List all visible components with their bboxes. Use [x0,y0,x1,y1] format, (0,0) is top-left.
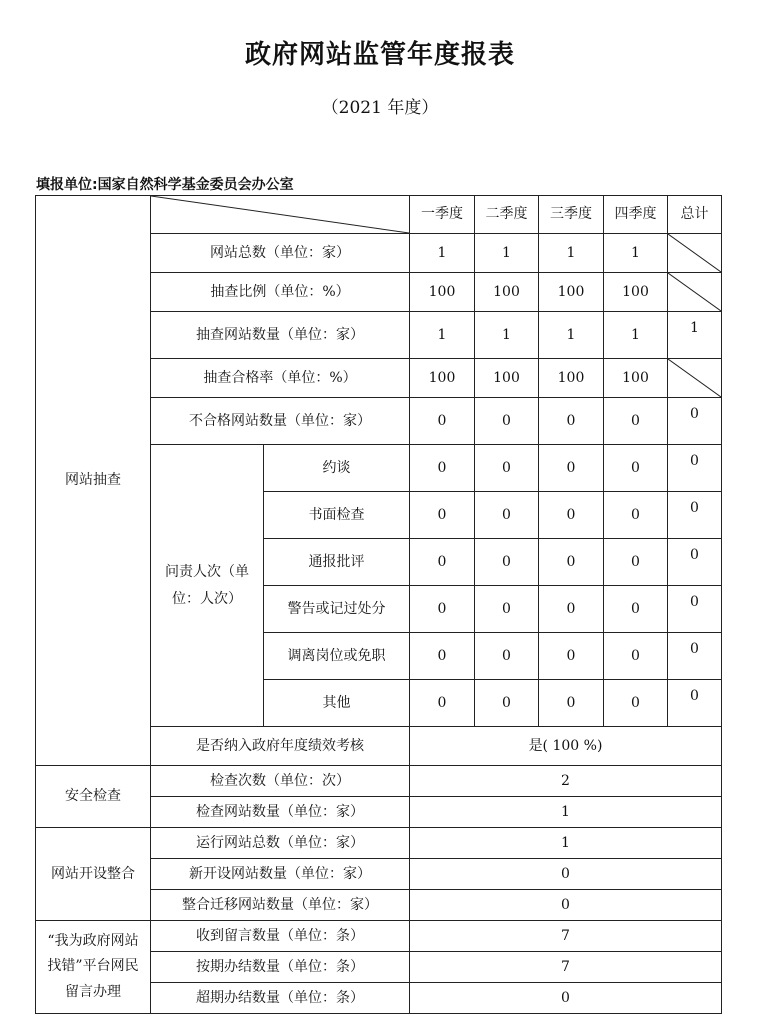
cell-q1: 0 [410,586,475,633]
cell-q1: 0 [410,398,475,445]
cell-total-empty [668,359,722,398]
cell-q1: 0 [410,633,475,680]
cell-q4: 1 [604,234,668,273]
cell-q3: 0 [539,398,604,445]
cell-value: 7 [410,952,722,983]
section-accountability: 问责人次（单位：人次） [151,445,264,727]
cell-q4: 0 [604,398,668,445]
cell-q2: 0 [475,586,539,633]
cell-q1: 0 [410,680,475,727]
cell-q2: 1 [475,312,539,359]
cell-q2: 0 [475,398,539,445]
cell-q2: 0 [475,445,539,492]
cell-q4: 100 [604,273,668,312]
row-label: 不合格网站数量（单位：家） [151,398,410,445]
cell-q4: 0 [604,445,668,492]
section-integration: 网站开设整合 [36,828,151,921]
cell-q1: 1 [410,312,475,359]
header-diagonal-cell [151,196,410,234]
cell-q3: 0 [539,445,604,492]
cell-total: 1 [668,312,722,359]
cell-total: 0 [668,633,722,680]
cell-value: 7 [410,921,722,952]
cell-q4: 0 [604,633,668,680]
row-label: 检查网站数量（单位：家） [151,797,410,828]
row-label: 其他 [264,680,410,727]
cell-q1: 0 [410,445,475,492]
table-header-row [36,196,722,234]
row-label: 抽查比例（单位：%） [151,273,410,312]
header-q3: 三季度 [539,196,604,234]
section-feedback: “我为政府网站找错”平台网民留言办理 [36,921,151,1014]
cell-total: 0 [668,445,722,492]
cell-q2: 100 [475,273,539,312]
row-label: 是否纳入政府年度绩效考核 [151,727,410,766]
cell-q3: 100 [539,273,604,312]
cell-q1: 100 [410,359,475,398]
cell-q3: 1 [539,234,604,273]
cell-q4: 0 [604,492,668,539]
cell-q2: 1 [475,234,539,273]
section-inspection: 网站抽查 [36,196,151,766]
cell-value: 0 [410,983,722,1014]
header-q2: 二季度 [475,196,539,234]
row-label: 按期办结数量（单位：条） [151,952,410,983]
cell-q2: 0 [475,492,539,539]
row-label: 检查次数（单位：次） [151,766,410,797]
cell-q3: 0 [539,492,604,539]
header-q1: 一季度 [410,196,475,234]
cell-total: 0 [668,539,722,586]
reporting-unit: 填报单位:国家自然科学基金委员会办公室 [36,177,294,193]
cell-q4: 1 [604,312,668,359]
row-label: 超期办结数量（单位：条） [151,983,410,1014]
cell-total: 0 [668,492,722,539]
cell-value: 1 [410,828,722,859]
row-label: 新开设网站数量（单位：家） [151,859,410,890]
cell-total-empty [668,234,722,273]
cell-q3: 0 [539,680,604,727]
cell-total: 0 [668,398,722,445]
row-label: 调离岗位或免职 [264,633,410,680]
cell-total: 0 [668,586,722,633]
cell-total-empty [668,273,722,312]
row-label: 书面检查 [264,492,410,539]
row-label: 抽查网站数量（单位：家） [151,312,410,359]
cell-q3: 1 [539,312,604,359]
section-security: 安全检查 [36,766,151,828]
cell-q1: 0 [410,492,475,539]
row-label: 约谈 [264,445,410,492]
row-label: 整合迁移网站数量（单位：家） [151,890,410,921]
table-row [36,766,722,797]
row-label: 收到留言数量（单位：条） [151,921,410,952]
table-row [36,921,722,952]
header-total: 总计 [668,196,722,234]
cell-value: 0 [410,890,722,921]
cell-q3: 0 [539,586,604,633]
row-label: 抽查合格率（单位：%） [151,359,410,398]
cell-q2: 0 [475,633,539,680]
cell-q3: 0 [539,633,604,680]
table-row [36,828,722,859]
cell-q1: 1 [410,234,475,273]
row-label: 通报批评 [264,539,410,586]
cell-q3: 0 [539,539,604,586]
cell-value: 1 [410,797,722,828]
row-label: 网站总数（单位：家） [151,234,410,273]
cell-q2: 100 [475,359,539,398]
cell-value: 是( 100 %) [410,727,722,766]
cell-total: 0 [668,680,722,727]
cell-q1: 100 [410,273,475,312]
row-label: 警告或记过处分 [264,586,410,633]
report-table [35,195,722,1014]
cell-q4: 0 [604,539,668,586]
cell-q4: 0 [604,586,668,633]
page-subtitle: （2021 年度） [321,98,439,118]
row-label: 运行网站总数（单位：家） [151,828,410,859]
cell-q2: 0 [475,680,539,727]
cell-q4: 100 [604,359,668,398]
cell-q3: 100 [539,359,604,398]
cell-value: 2 [410,766,722,797]
cell-value: 0 [410,859,722,890]
header-q4: 四季度 [604,196,668,234]
cell-q2: 0 [475,539,539,586]
page-title: 政府网站监管年度报表 [244,40,515,70]
cell-q1: 0 [410,539,475,586]
cell-q4: 0 [604,680,668,727]
